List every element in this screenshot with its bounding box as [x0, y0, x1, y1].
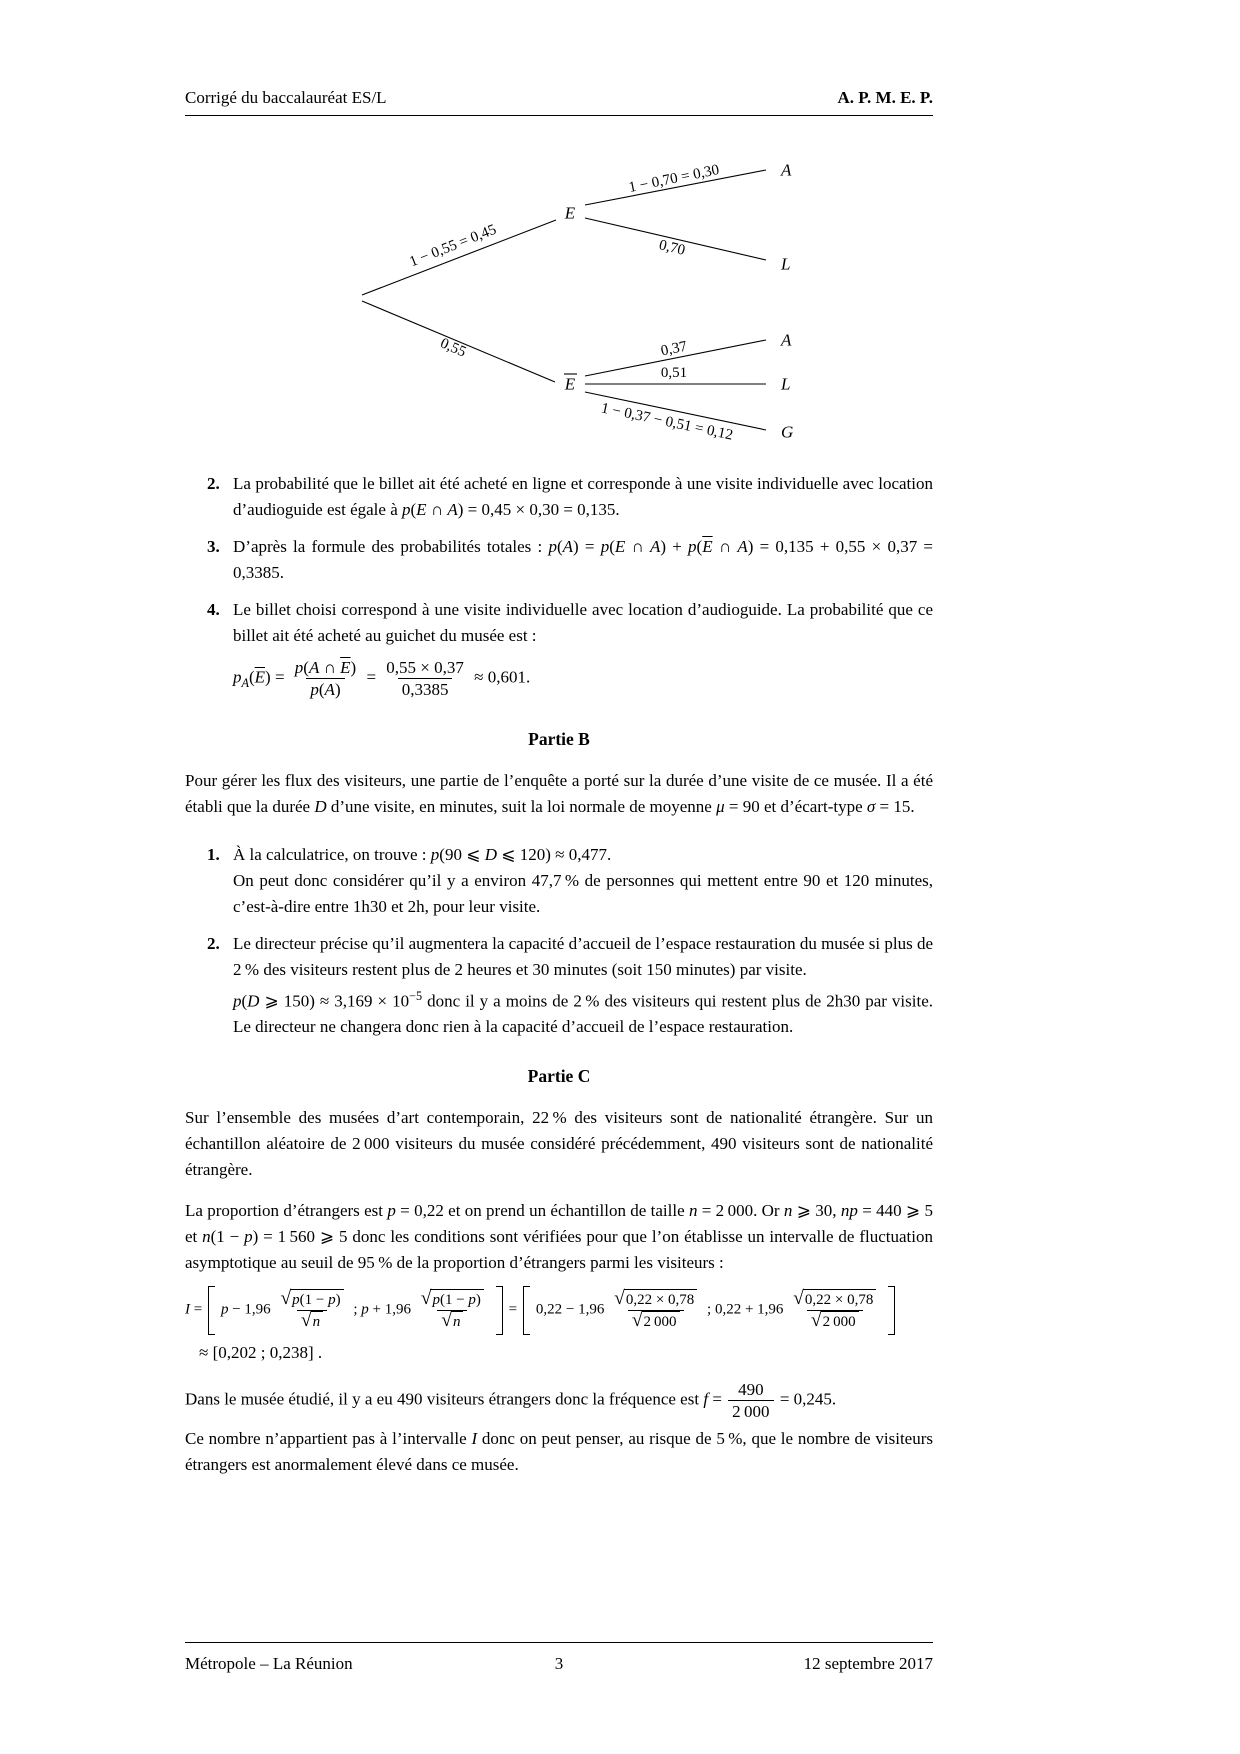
part-b-intro: Pour gérer les flux des visiteurs, une partie de l’enquête a porté sur la durée d’une visite de ce musée. Il a été établi que la durée D d’une visite, en minutes, suit la loi normale de moyenne μ = 90 et d’écart-type σ = 15.	[185, 770, 933, 816]
header-document-title: Corrigé du baccalauréat ES/L	[185, 88, 387, 107]
footer-page-number: 3	[554, 1654, 564, 1673]
branch-label-ebar-g: 1 − 0,37 − 0,51 = 0,12	[599, 400, 735, 444]
part-c-paragraph-3: Dans le musée étudié, il y a eu 490 visiteurs étrangers donc la fréquence est f = $\frac{490}{2 000}$ = 0,245.	[185, 1379, 837, 1421]
part-b-title: Partie B	[528, 728, 590, 749]
probability-tree-diagram	[185, 142, 933, 449]
branch-label-e-a: 1 − 0,70 = 0,30	[627, 161, 721, 197]
branch-label-ebar-a: 0,37	[659, 338, 689, 360]
tree-svg	[185, 142, 933, 444]
item-text: D’après la formule des probabilités totales : p(A) = p(E ∩ $A) + p(\overline{E}$ ∩ A) = 0,135 + 0,55 × 0,37 = 0,3385.	[233, 537, 934, 582]
footer-date: 12 septembre 2017	[803, 1654, 933, 1673]
branch-label-e-l: 0,70	[657, 237, 687, 259]
part-b-list	[185, 842, 933, 1041]
leaf-label-a1: A	[781, 160, 792, 180]
item-number: 1.	[207, 844, 220, 864]
interval-approximation: ≈ [0,202 ; 0,238] .	[199, 1342, 323, 1362]
list-item-3	[185, 534, 933, 586]
document-header	[185, 88, 933, 116]
list-item-b2	[185, 931, 933, 1041]
leaf-label-g: G	[781, 422, 794, 442]
item-text: À la calculatrice, on trouve : p(90 ⩽ D ⩽ 120) ≈ 0,477. On peut donc considérer qu’il y a environ 47,7 % de personnes qui mettent entre 90 et 120 minutes, c’est-à-dire entre 1h30 et 2h, pour leur visite.	[233, 844, 933, 916]
branch-line-root-e	[362, 220, 556, 295]
header-organization: A. P. M. E. P.	[837, 88, 933, 107]
list-item-4	[185, 597, 933, 703]
part-c-paragraph-1: Sur l’ensemble des musées d’art contemporain, 22 % des visiteurs sont de nationalité étrangère. Sur un échantillon aléatoire de 2 000 visiteurs du musée considéré précédemment, 490 visiteurs sont de nationalité étrangère.	[185, 1108, 933, 1180]
item-number: 4.	[207, 600, 220, 619]
list-item-b1	[185, 842, 933, 920]
part-c-title: Partie C	[527, 1066, 591, 1087]
node-label-ebar: E	[564, 374, 576, 394]
item-text: Le directeur précise qu’il augmentera la capacité d’accueil de l’espace restauration du musée si plus de 2 % des visiteurs restent plus de 2 heures et 30 minutes (soit 150 minutes) par visite. p(D ⩾ $150) \approx 3,169 \times 10^{-5}$ donc il y a moins de 2 % des visiteurs qui restent plus de 2h30 par visite. Le directeur ne changera donc rien à la capacité d’accueil de l’espace restauration.	[233, 933, 934, 1037]
footer-location: Métropole – La Réunion	[185, 1654, 353, 1673]
branch-label-root-e: 1 − 0,55 = 0,45	[407, 221, 499, 271]
part-c-paragraph-4: Ce nombre n’appartient pas à l’intervalle I donc on peut penser, au risque de 5 %, que le nombre de visiteurs étrangers est anormalement élevé dans ce musée.	[185, 1429, 933, 1475]
part-a-list	[185, 471, 933, 703]
item-number: 2.	[207, 933, 220, 953]
branch-label-ebar-l: 0,51	[660, 365, 688, 381]
fluctuation-interval-formula: I = p − 1,96 √ p(1 − p) √ n ; p + 1,96 √ p(1 − p) √ n = 0,22 − 1,96 √ 0,22 × 0,78 √ 2 000 ; 0,22 + 1,96 √ 0,22 × 0,78 √ 2 000	[185, 1286, 933, 1335]
page-content	[185, 88, 933, 1493]
node-label-e: E	[564, 203, 576, 223]
branch-label-root-ebar: 0,55	[437, 335, 469, 361]
document-footer	[185, 1642, 933, 1674]
item-number: 3.	[207, 537, 220, 556]
part-c-paragraph-2: La proportion d’étrangers est p = 0,22 et on prend un échantillon de taille n = 2 000. Or n ⩾ 30, np = 440 ⩾ 5 et n(1 − p) = 1 560 ⩾ 5 donc les conditions sont vérifiées pour que l’on établisse un intervalle de fluctuation asymptotique au seuil de 95 % de la proportion d’étrangers parmi les visiteurs :	[185, 1201, 933, 1273]
item-number: 2.	[207, 474, 220, 493]
item-text: La probabilité que le billet ait été acheté en ligne et corresponde à une visite individuelle avec location d’audioguide est égale à p(E ∩ A) = 0,45 × 0,30 = 0,135.	[233, 474, 933, 519]
leaf-label-l2: L	[781, 374, 791, 394]
leaf-label-l1: L	[781, 254, 791, 274]
leaf-label-a2: A	[781, 330, 792, 350]
item-text: Le billet choisi correspond à une visite individuelle avec location d’audioguide. La probabilité que ce billet ait été acheté au guichet du musée est : $p_A(\overline{E})$ = $\frac{p(A \cap \overline{E})}{p(A)}$ = $\frac{0,55 \times 0,37}{0,3385}$ ≈ 0,601.	[233, 600, 933, 700]
list-item-2	[185, 471, 933, 523]
